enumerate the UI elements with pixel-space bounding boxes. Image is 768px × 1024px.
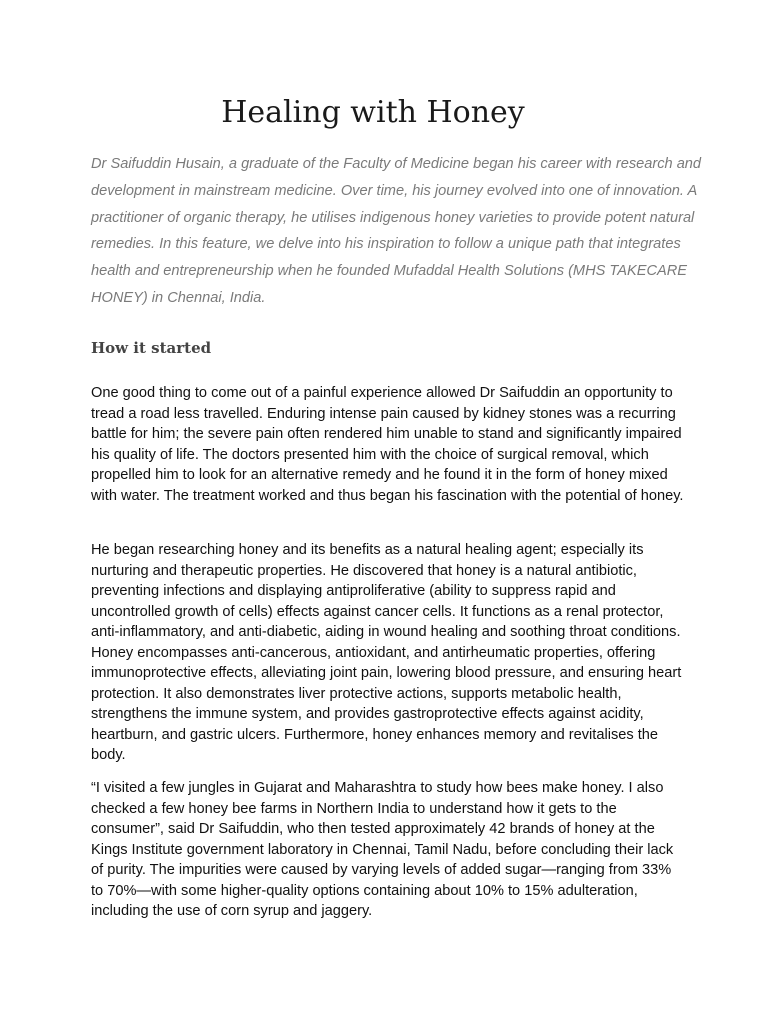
body-paragraph-1: One good thing to come out of a painful experience allowed Dr Saifuddin an opportunity to tread a road less travelled. Enduring intense pain caused by kidney stones was a recurring battle for him; the severe pain often rendered him unable to stand and significantly impaired his quality of life. The doctors presented him with the choice of surgical removal, which propelled him to look for an alternative remedy and he found it in the form of honey mixed with water. The treatment worked and thus began his fascination with the potential of honey. — [91, 385, 684, 504]
intro-paragraph: Dr Saifuddin Husain, a graduate of the Faculty of Medicine began his career with research and development in mainstream medicine. Over time, his journey evolved into one of innovation. A practitioner of organic therapy, he utilises indigenous honey varieties to provide potent natural remedies. In this feature, we delve into his inspiration to follow a unique path that integrates health and entrepreneurship when he founded Mufaddal Health Solutions (MHS TAKECARE HONEY) in Chennai, India. — [91, 156, 702, 306]
page-title: Healing with Honey — [221, 95, 525, 130]
body-paragraph-3: “I visited a few jungles in Gujarat and Maharashtra to study how bees make honey. I also checked a few honey bee farms in Northern India to understand how it gets to the consumer”, said Dr Saifuddin, who then tested approximately 42 brands of honey at the Kings Institute government laboratory in Chennai, Tamil Nadu, before concluding their lack of purity. The impurities were caused by varying levels of added sugar—ranging from 33% to 70%—with some higher-quality options containing about 10% to 15% adulteration, including the use of corn syrup and jaggery. — [91, 780, 674, 919]
section-heading: How it started — [91, 339, 212, 357]
body-paragraph-2: He began researching honey and its benefits as a natural healing agent; especially its nurturing and therapeutic properties. He discovered that honey is a natural antibiotic, preventing infections and displaying antiproliferative (ability to suppress rapid and uncontrolled growth of cells) effects against cancer cells. It functions as a renal protector, anti-inflammatory, and anti-diabetic, aiding in wound healing and soothing throat conditions. Honey encompasses anti-cancerous, antioxidant, and antirheumatic properties, offering immunoprotective effects, alleviating joint pain, lowering blood pressure, and ensuring heart protection. It also demonstrates liver protective actions, supports metabolic health, strengthens the immune system, and provides gastroprotective effects against acidity, heartburn, and gastric ulcers. Furthermore, honey enhances memory and revitalises the body. — [91, 542, 682, 763]
